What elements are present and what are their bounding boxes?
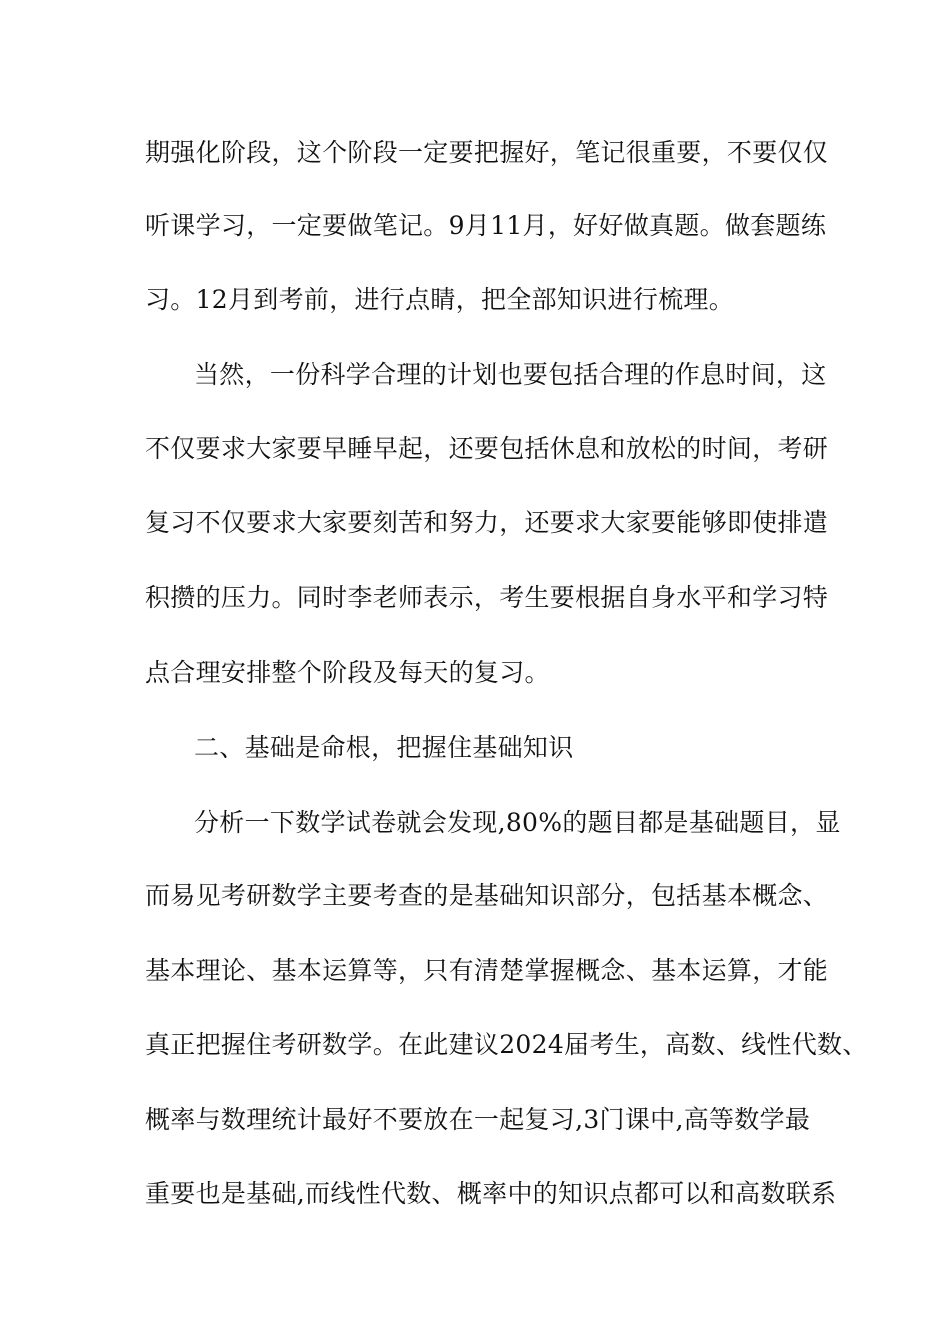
text-line: 基本理论、基本运算等，只有清楚掌握概念、基本运算，才能 xyxy=(145,956,829,985)
text-line: 积攒的压力。同时李老师表示，考生要根据自身水平和学习特 xyxy=(145,583,829,612)
text-line: 重要也是基础,而线性代数、概率中的知识点都可以和高数联系 xyxy=(145,1179,837,1208)
paragraph-start-line: 当然，一份科学合理的计划也要包括合理的作息时间，这 xyxy=(194,360,827,389)
text-line: 期强化阶段，这个阶段一定要把握好，笔记很重要，不要仅仅 xyxy=(145,138,829,167)
text-line: 点合理安排整个阶段及每天的复习。 xyxy=(145,658,550,687)
text-line: 而易见考研数学主要考查的是基础知识部分，包括基本概念、 xyxy=(145,881,829,910)
paragraph-start-line: 分析一下数学试卷就会发现,80%的题目都是基础题目，显 xyxy=(194,808,841,837)
text-line: 复习不仅要求大家要刻苦和努力，还要求大家要能够即使排遣 xyxy=(145,508,829,537)
text-line: 真正把握住考研数学。在此建议2024届考生，高数、线性代数、 xyxy=(145,1030,868,1059)
text-line: 概率与数理统计最好不要放在一起复习,3门课中,高等数学最 xyxy=(145,1105,811,1134)
text-line: 习。12月到考前，进行点睛，把全部知识进行梳理。 xyxy=(145,285,735,314)
section-heading: 二、基础是命根，把握住基础知识 xyxy=(194,733,574,762)
text-line: 听课学习，一定要做笔记。9月11月，好好做真题。做套题练 xyxy=(145,211,827,240)
text-line: 不仅要求大家要早睡早起，还要包括休息和放松的时间，考研 xyxy=(145,434,829,463)
